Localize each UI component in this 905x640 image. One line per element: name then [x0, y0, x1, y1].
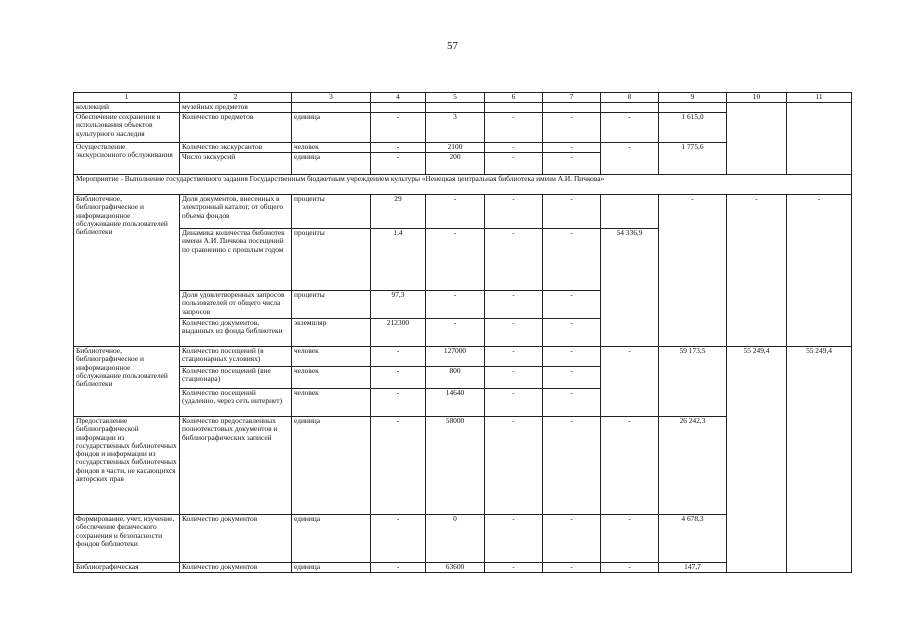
- value-cell: -: [485, 563, 543, 573]
- col-header: 9: [659, 93, 727, 103]
- amount-cell: 54 336,9: [601, 229, 659, 347]
- value-cell: 14640: [426, 389, 485, 417]
- activity-row: [74, 175, 852, 195]
- unit: человек: [292, 389, 371, 417]
- value-cell: -: [371, 113, 426, 143]
- value-cell: -: [543, 229, 601, 291]
- value-cell: -: [727, 195, 787, 347]
- service-name: Осуществление экскурсионного обслуживания: [74, 143, 180, 175]
- value-cell: -: [485, 153, 543, 175]
- value-cell: 127000: [426, 347, 485, 367]
- value-cell: -: [485, 113, 543, 143]
- amount-cell: 1 615,0: [659, 113, 727, 143]
- unit: человек: [292, 143, 371, 153]
- indicator-name: Доля документов, внесенных в электронный каталог, от общего объема фондов: [180, 195, 292, 229]
- value-cell: -: [371, 515, 426, 563]
- value-cell: -: [543, 417, 601, 515]
- value-cell: -: [601, 113, 659, 143]
- value-cell: -: [543, 291, 601, 319]
- value-cell: -: [601, 347, 659, 417]
- col-header: 3: [292, 93, 371, 103]
- unit: единица: [292, 113, 371, 143]
- col-header: 4: [371, 93, 426, 103]
- value-cell: 58000: [426, 417, 485, 515]
- table-row: [74, 347, 852, 367]
- value-cell: -: [426, 195, 485, 229]
- col-header: 8: [601, 93, 659, 103]
- value-cell: -: [543, 367, 601, 389]
- total-cell: 55 249,4: [787, 347, 852, 573]
- unit: проценты: [292, 229, 371, 291]
- value-cell: -: [543, 153, 601, 175]
- unit: проценты: [292, 195, 371, 229]
- value-cell: -: [543, 515, 601, 563]
- value-cell: -: [543, 113, 601, 143]
- service-name: коллекций: [74, 103, 180, 113]
- unit: человек: [292, 367, 371, 389]
- service-name: Формирование, учет, изучение, обеспечение физического сохранения и безопасности фондов библиотеки: [74, 515, 180, 563]
- amount-cell: 1 775,6: [659, 143, 727, 175]
- value-cell: 1,4: [371, 229, 426, 291]
- value-cell: 800: [426, 367, 485, 389]
- value-cell: 29: [371, 195, 426, 229]
- indicator-name: Количество предметов: [180, 113, 292, 143]
- unit: единица: [292, 153, 371, 175]
- value-cell: -: [426, 229, 485, 291]
- col-header: 7: [543, 93, 601, 103]
- table-header-row: [74, 93, 852, 103]
- value-cell: -: [485, 347, 543, 367]
- table-row: [74, 103, 852, 113]
- page-number: 57: [447, 40, 458, 52]
- indicator-name: Количество документов: [180, 563, 292, 573]
- unit: проценты: [292, 291, 371, 319]
- indicator-name: Количество документов, выданных из фонда библиотеки: [180, 319, 292, 347]
- value-cell: 0: [426, 515, 485, 563]
- value-cell: 97,3: [371, 291, 426, 319]
- unit: человек: [292, 347, 371, 367]
- service-name: Библиографическая: [74, 563, 180, 573]
- value-cell: 200: [426, 153, 485, 175]
- value-cell: -: [371, 367, 426, 389]
- value-cell: -: [659, 195, 727, 347]
- value-cell: -: [543, 195, 601, 229]
- col-header: 10: [727, 93, 787, 103]
- unit: единица: [292, 563, 371, 573]
- amount-cell: 26 242,3: [659, 417, 727, 515]
- service-name: Библиотечное, библиографическое и информационное обслуживание пользователей библиотеки: [74, 195, 180, 347]
- indicator-name: Количество посещений (удаленно, через сеть интернет): [180, 389, 292, 417]
- indicator-name: Количество предоставленных полнотекстовых документов и библиографических записей: [180, 417, 292, 515]
- value-cell: -: [426, 319, 485, 347]
- value-cell: -: [543, 563, 601, 573]
- value-cell: -: [371, 143, 426, 153]
- value-cell: -: [601, 515, 659, 563]
- value-cell: -: [601, 143, 659, 175]
- amount-cell: 4 678,3: [659, 515, 727, 563]
- value-cell: -: [601, 563, 659, 573]
- value-cell: -: [485, 515, 543, 563]
- indicator-name: Количество документов: [180, 515, 292, 563]
- indicator-name: музейных предметов: [180, 103, 292, 113]
- value-cell: 2100: [426, 143, 485, 153]
- col-header: 5: [426, 93, 485, 103]
- value-cell: 212300: [371, 319, 426, 347]
- value-cell: -: [371, 417, 426, 515]
- value-cell: -: [485, 319, 543, 347]
- value-cell: -: [787, 195, 852, 347]
- value-cell: -: [485, 389, 543, 417]
- value-cell: -: [601, 417, 659, 515]
- unit: единица: [292, 417, 371, 515]
- total-cell: 55 249,4: [727, 347, 787, 573]
- indicator-name: Количество посещений (вне стационара): [180, 367, 292, 389]
- value-cell: -: [543, 347, 601, 367]
- value-cell: -: [426, 291, 485, 319]
- value-cell: -: [543, 389, 601, 417]
- col-header: 6: [485, 93, 543, 103]
- value-cell: 3: [426, 113, 485, 143]
- value-cell: -: [485, 367, 543, 389]
- service-name: Обеспечение сохранения и использования объектов культурного наследия: [74, 113, 180, 143]
- col-header: 2: [180, 93, 292, 103]
- amount-cell: 147,7: [659, 563, 727, 573]
- value-cell: -: [371, 389, 426, 417]
- col-header: 11: [787, 93, 852, 103]
- service-name: Предоставление библиографической информации из государственных библиотечных фондов и информации из государственных библиотечных фондов в части, не касающихся авторских прав: [74, 417, 180, 515]
- value-cell: -: [543, 319, 601, 347]
- value-cell: -: [543, 143, 601, 153]
- activity-title: Мероприятие - Выполнение государственного задания Государственным бюджетным учреждением культуры «Ненецкая центральная библиотека имени А.И. Пичкова»: [74, 175, 852, 195]
- table-row: [74, 195, 852, 229]
- value-cell: 63600: [426, 563, 485, 573]
- indicator-name: Динамика количества библиотек имени А.И. Пичкова посещений по сравнению с прошлым годом: [180, 229, 292, 291]
- indicator-name: Количество посещений (в стационарных условиях): [180, 347, 292, 367]
- unit: единица: [292, 515, 371, 563]
- value-cell: -: [371, 347, 426, 367]
- value-cell: -: [485, 229, 543, 291]
- amount-cell: 59 173,5: [659, 347, 727, 417]
- indicator-name: Количество экскурсантов: [180, 143, 292, 153]
- value-cell: -: [485, 417, 543, 515]
- value-cell: -: [485, 195, 543, 229]
- value-cell: -: [371, 153, 426, 175]
- value-cell: -: [371, 563, 426, 573]
- service-name: Библиотечное, библиографическое и информационное обслуживание пользователей библиотеки: [74, 347, 180, 417]
- indicator-name: Число экскурсий: [180, 153, 292, 175]
- value-cell: -: [485, 143, 543, 153]
- indicator-name: Доля удовлетворенных запросов пользователей от общего числа запросов: [180, 291, 292, 319]
- budget-table: [73, 92, 852, 573]
- col-header: 1: [74, 93, 180, 103]
- value-cell: -: [485, 291, 543, 319]
- unit: экземпляр: [292, 319, 371, 347]
